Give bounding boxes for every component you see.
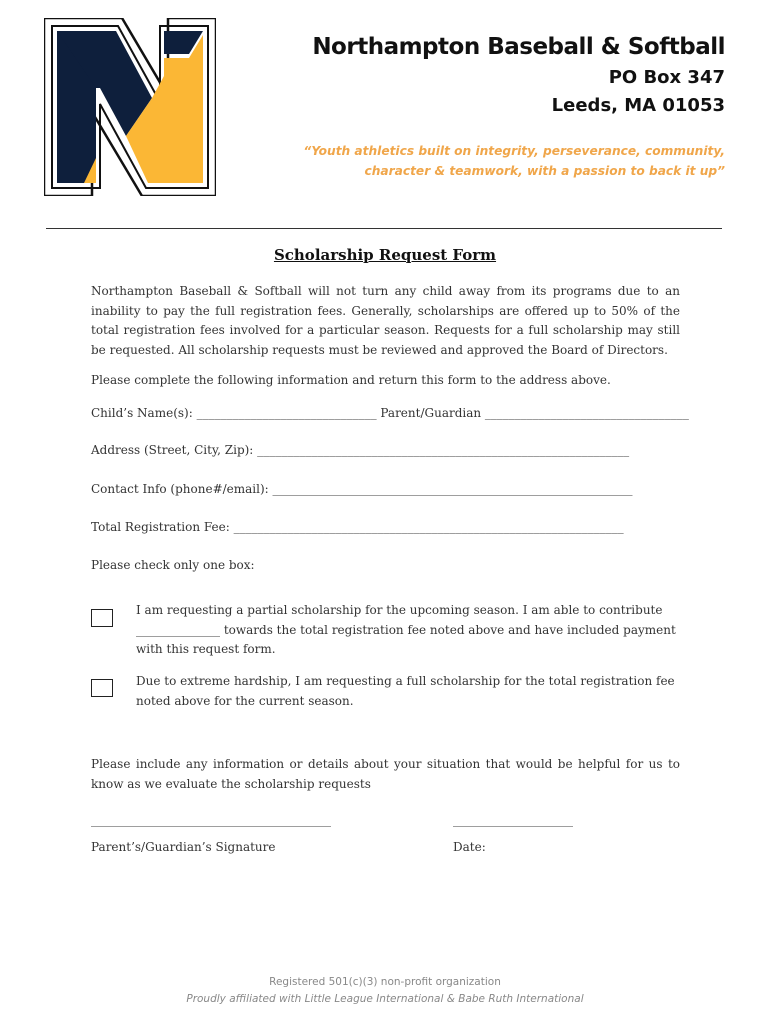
form-title: Scholarship Request Form [273, 246, 497, 264]
partial-line-2: ______________ towards the total registration fee noted above and have included payment [136, 622, 676, 637]
po-box: PO Box 347 [608, 67, 725, 88]
full-line-1: Due to extreme hardship, I am requesting a full scholarship for the total registration fee [136, 674, 675, 688]
org-header [312, 30, 725, 120]
footer-affiliation: Proudly affiliated with Little League International & Babe Ruth International [186, 993, 584, 1005]
tagline-line-1: “Youth athletics built on integrity, perseverance, community, [303, 144, 725, 158]
header-divider [46, 228, 722, 229]
check-instruction: Please check only one box: [91, 558, 255, 572]
org-name: Northampton Baseball & Softball [312, 34, 725, 60]
full-line-2: noted above for the current season. [136, 693, 354, 708]
fee-field[interactable]: Total Registration Fee: _________________________________________________________________ [91, 520, 624, 534]
date-label: Date: [453, 840, 486, 854]
footer-nonprofit: Registered 501(c)(3) non-profit organization [269, 976, 501, 988]
address-field[interactable]: Address (Street, City, Zip): ______________________________________________________________ [91, 443, 630, 457]
partial-scholarship-text [136, 601, 681, 660]
tagline-line-2: character & teamwork, with a passion to back it up” [364, 164, 725, 178]
details-prompt: Please include any information or details about your situation that would be helpful for us to know as we evaluate the scholarship requests [91, 757, 680, 791]
partial-line-3: with this request form. [136, 642, 276, 656]
signature-label: Parent’s/Guardian’s Signature [91, 840, 276, 854]
date-line[interactable]: ____________________ [453, 813, 573, 827]
full-scholarship-checkbox[interactable] [91, 679, 113, 697]
city-address: Leeds, MA 01053 [551, 95, 725, 116]
signature-line[interactable]: ________________________________________ [91, 813, 331, 827]
child-name-field[interactable]: Child’s Name(s): ______________________________ Parent/Guardian __________________________________ [91, 406, 689, 420]
partial-line-1: I am requesting a partial scholarship for the upcoming season. I am able to contribute [136, 603, 663, 617]
instruction-text: Please complete the following information and return this form to the address above. [91, 373, 611, 387]
contact-field[interactable]: Contact Info (phone#/email): ____________________________________________________________ [91, 482, 633, 496]
intro-paragraph: Northampton Baseball & Softball will not turn any child away from its programs due to an inability to pay the full registration fees. Generally, scholarships are offered up to 50% of the total registration fees involved for a particular season. Requests for a full scholarship may still be requested. All scholarship requests must be reviewed and approved the Board of Directors. [91, 284, 680, 357]
tagline [285, 141, 725, 181]
full-scholarship-text [136, 672, 681, 711]
northampton-n-logo [44, 18, 216, 196]
partial-scholarship-checkbox[interactable] [91, 609, 113, 627]
